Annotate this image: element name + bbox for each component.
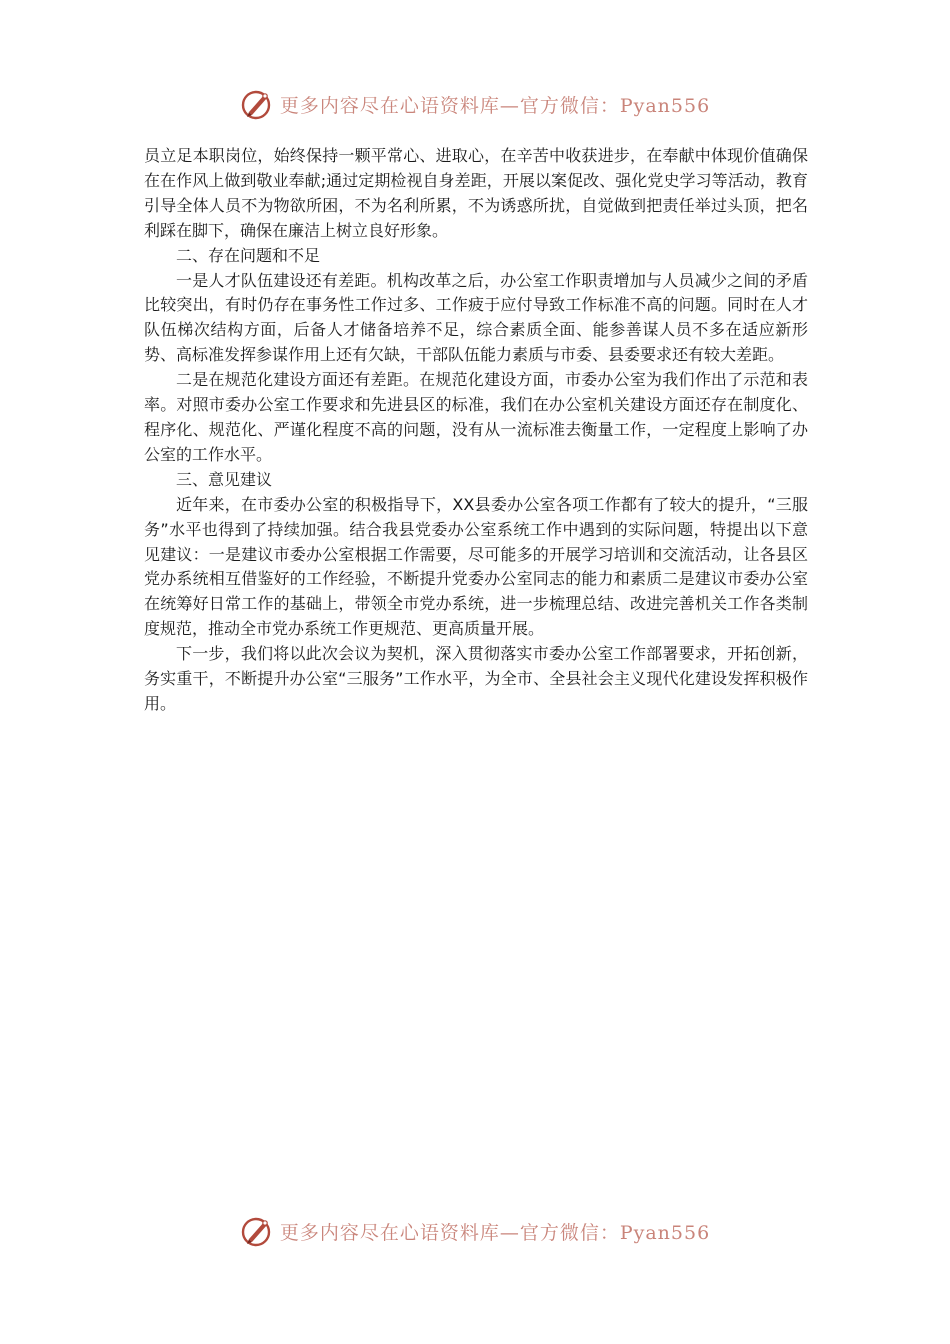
- watermark-text: 更多内容尽在心语资料库—官方微信：Pyan556: [279, 1221, 711, 1244]
- paragraph-talent-team: 一是人才队伍建设还有差距。机构改革之后，办公室工作职责增加与人员减少之间的矛盾比较突出，有时仍存在事务性工作过多、工作疲于应付导致工作标准不高的问题。同时在人才队伍梯次结构方面，后备人才储备培养不足，综合素质全面、能参善谋人员不多在适应新形势、高标准发挥参谋作用上还有欠缺，干部队伍能力素质与市委、县委要求还有较大差距。: [144, 270, 808, 365]
- footer-watermark-banner: [0, 1211, 950, 1251]
- section-heading-problems: 二、存在问题和不足: [176, 245, 321, 265]
- section-heading-suggestions: 三、意见建议: [176, 469, 273, 489]
- pen-seal-logo-icon: [240, 87, 274, 121]
- paragraph-standardization: 二是在规范化建设方面还有差距。在规范化建设方面，市委办公室为我们作出了示范和表率。对照市委办公室工作要求和先进县区的标准，我们在办公室机关建设方面还存在制度化、程序化、规范化、严谨化程度不高的问题，没有从一流标准去衡量工作，一定程度上影响了办公室的工作水平。: [144, 370, 808, 464]
- paragraph-continuation: 员立足本职岗位，始终保持一颗平常心、进取心，在辛苦中收获进步，在奉献中体现价值确保在在作风上做到敬业奉献;通过定期检视自身差距，开展以案促改、强化党史学习等活动，教育引导全体人员不为物欲所困，不为名利所累，不为诱惑所扰，自觉做到把责任举过头顶，把名利踩在脚下，确保在廉洁上树立良好形象。: [144, 146, 808, 240]
- paragraph-next-steps: 下一步，我们将以此次会议为契机，深入贯彻落实市委办公室工作部署要求，开拓创新，务实重干，不断提升办公室“三服务”工作水平，为全市、全县社会主义现代化建设发挥积极作用。: [144, 644, 808, 713]
- pen-seal-logo-icon: [240, 1214, 274, 1248]
- watermark-text: 更多内容尽在心语资料库—官方微信：Pyan556: [279, 94, 711, 117]
- header-watermark-banner: [0, 84, 950, 124]
- paragraph-suggestions: 近年来，在市委办公室的积极指导下，XX县委办公室各项工作都有了较大的提升，“三服务”水平也得到了持续加强。结合我县党委办公室系统工作中遇到的实际问题，特提出以下意见建议：一是建议市委办公室根据工作需要，尽可能多的开展学习培训和交流活动，让各县区党办系统相互借鉴好的工作经验，不断提升党委办公室同志的能力和素质二是建议市委办公室在统筹好日常工作的基础上，带领全市党办系统，进一步梳理总结、改进完善机关工作各类制度规范，推动全市党办系统工作更规范、更高质量开展。: [144, 494, 808, 639]
- document-body: [144, 144, 808, 717]
